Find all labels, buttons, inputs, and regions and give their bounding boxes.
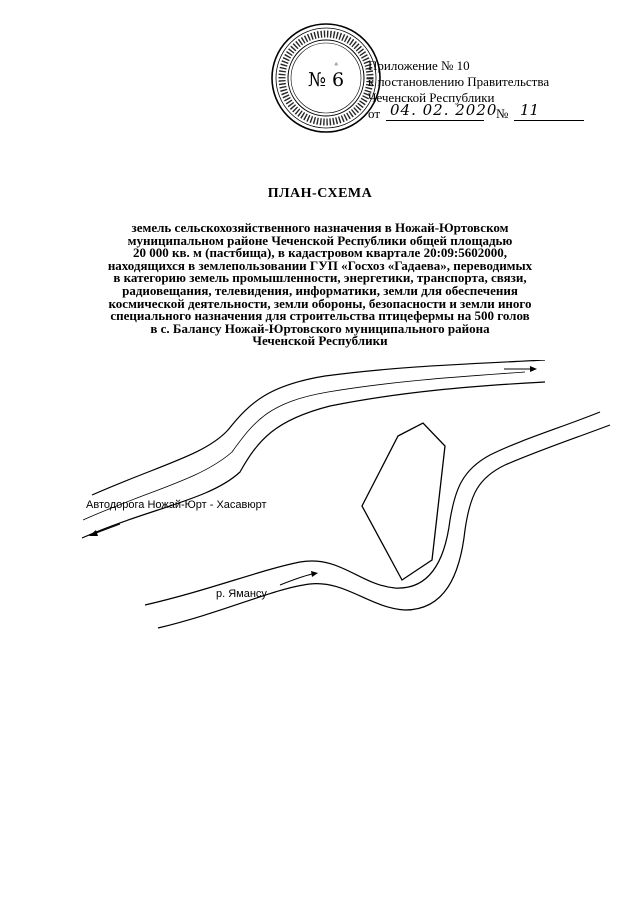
river-flow-arrow-icon <box>280 571 318 585</box>
date-prefix: от <box>368 106 381 121</box>
description-line: специального назначения для строительства птицефермы на 500 голов <box>110 308 530 324</box>
appendix-line-2: к постановлению Правительства <box>368 74 550 89</box>
description-line: муниципальном районе Чеченской Республики общей площадью <box>127 232 513 248</box>
decree-date: 04. 02. 2020 <box>390 101 498 119</box>
description-line: находящихся в землепользовании ГУП «Госхоз «Гадаева», переводимых <box>107 257 533 273</box>
document-title: ПЛАН-СХЕМА <box>267 186 373 201</box>
road-lower-edge <box>82 382 545 538</box>
description-line: Чеченской Республики <box>252 333 388 349</box>
svg-text:☼: ☼ <box>334 62 339 68</box>
document-description <box>80 222 560 348</box>
arrow-left-icon <box>89 524 120 536</box>
description-line: в с. Балансу Ножай-Юртовского муниципального района <box>150 320 490 336</box>
road-label: Автодорога Ножай-Юрт - Хасавюрт <box>86 499 267 511</box>
arrow-right-icon <box>504 366 537 372</box>
appendix-line-1: Приложение № 10 <box>368 58 470 73</box>
official-seal <box>270 22 382 134</box>
appendix-line-3: Чеченской Республики <box>368 90 495 105</box>
decree-number: 11 <box>520 101 540 119</box>
description-line: космической деятельности, земли обороны, безопасности и земли иного <box>108 295 532 311</box>
description-line: 20 000 кв. м (пастбища), в кадастровом квартале 20:09:5602000, <box>133 245 507 261</box>
decree-number-label: № <box>496 106 509 121</box>
description-line: радиовещания, телевидения, информатики, земли для обеспечения <box>122 282 518 298</box>
land-parcel <box>362 423 445 580</box>
river-label: р. Ямансу <box>216 588 267 600</box>
description-line: земель сельскохозяйственного назначения в Ножай-Юртовском <box>131 220 509 235</box>
road-centerline <box>83 372 525 520</box>
road-upper-edge <box>92 360 545 495</box>
seal-number: № 6 <box>307 69 345 91</box>
description-line: в категорию земель промышленности, энергетики, транспорта, связи, <box>113 270 527 286</box>
appendix-block <box>368 58 628 124</box>
